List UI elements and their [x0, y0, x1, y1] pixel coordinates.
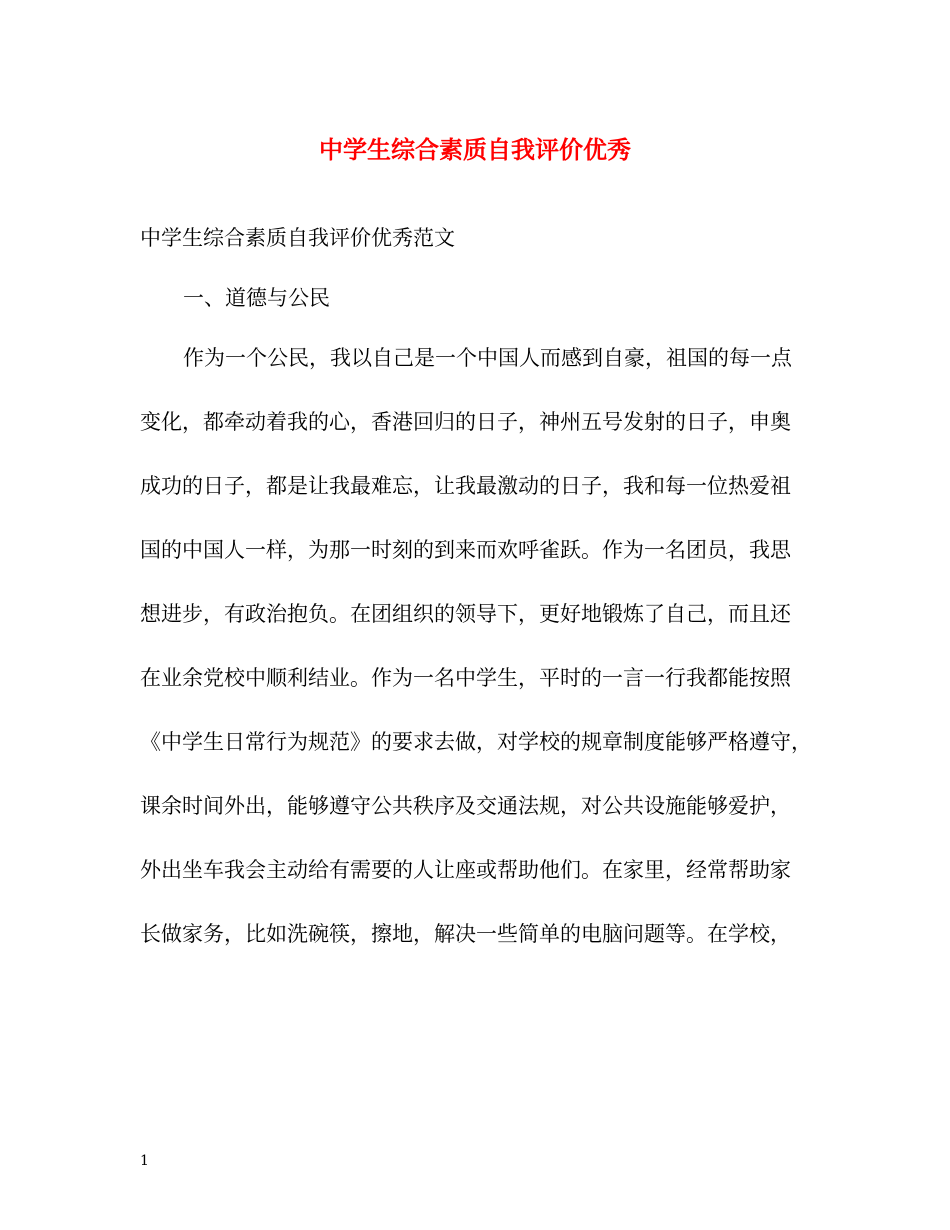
body-line: 《中学生日常行为规范》的要求去做，对学校的规章制度能够严格遵守，	[140, 730, 812, 754]
body-line: 国的中国人一样，为那一时刻的到来而欢呼雀跃。作为一名团员，我思	[140, 538, 791, 562]
section-heading: 一、道德与公民	[183, 286, 330, 310]
body-line: 外出坐车我会主动给有需要的人让座或帮助他们。在家里，经常帮助家	[140, 858, 791, 882]
body-line: 课余时间外出，能够遵守公共秩序及交通法规，对公共设施能够爱护，	[140, 794, 791, 818]
body-line: 成功的日子，都是让我最难忘，让我最激动的日子，我和每一位热爱祖	[140, 474, 791, 498]
body-line: 作为一个公民，我以自己是一个中国人而感到自豪，祖国的每一点	[183, 346, 792, 370]
body-line: 想进步，有政治抱负。在团组织的领导下，更好地锻炼了自己，而且还	[140, 602, 791, 626]
body-line: 在业余党校中顺利结业。作为一名中学生，平时的一言一行我都能按照	[140, 666, 791, 690]
document-title: 中学生综合素质自我评价优秀	[319, 135, 631, 164]
body-line: 长做家务，比如洗碗筷，擦地，解决一些简单的电脑问题等。在学校，	[140, 922, 791, 946]
body-text	[140, 336, 840, 976]
body-line: 变化，都牵动着我的心，香港回归的日子，神州五号发射的日子，申奥	[140, 410, 791, 434]
page-number: 1	[140, 1153, 149, 1169]
document-subtitle: 中学生综合素质自我评价优秀范文	[140, 226, 455, 250]
